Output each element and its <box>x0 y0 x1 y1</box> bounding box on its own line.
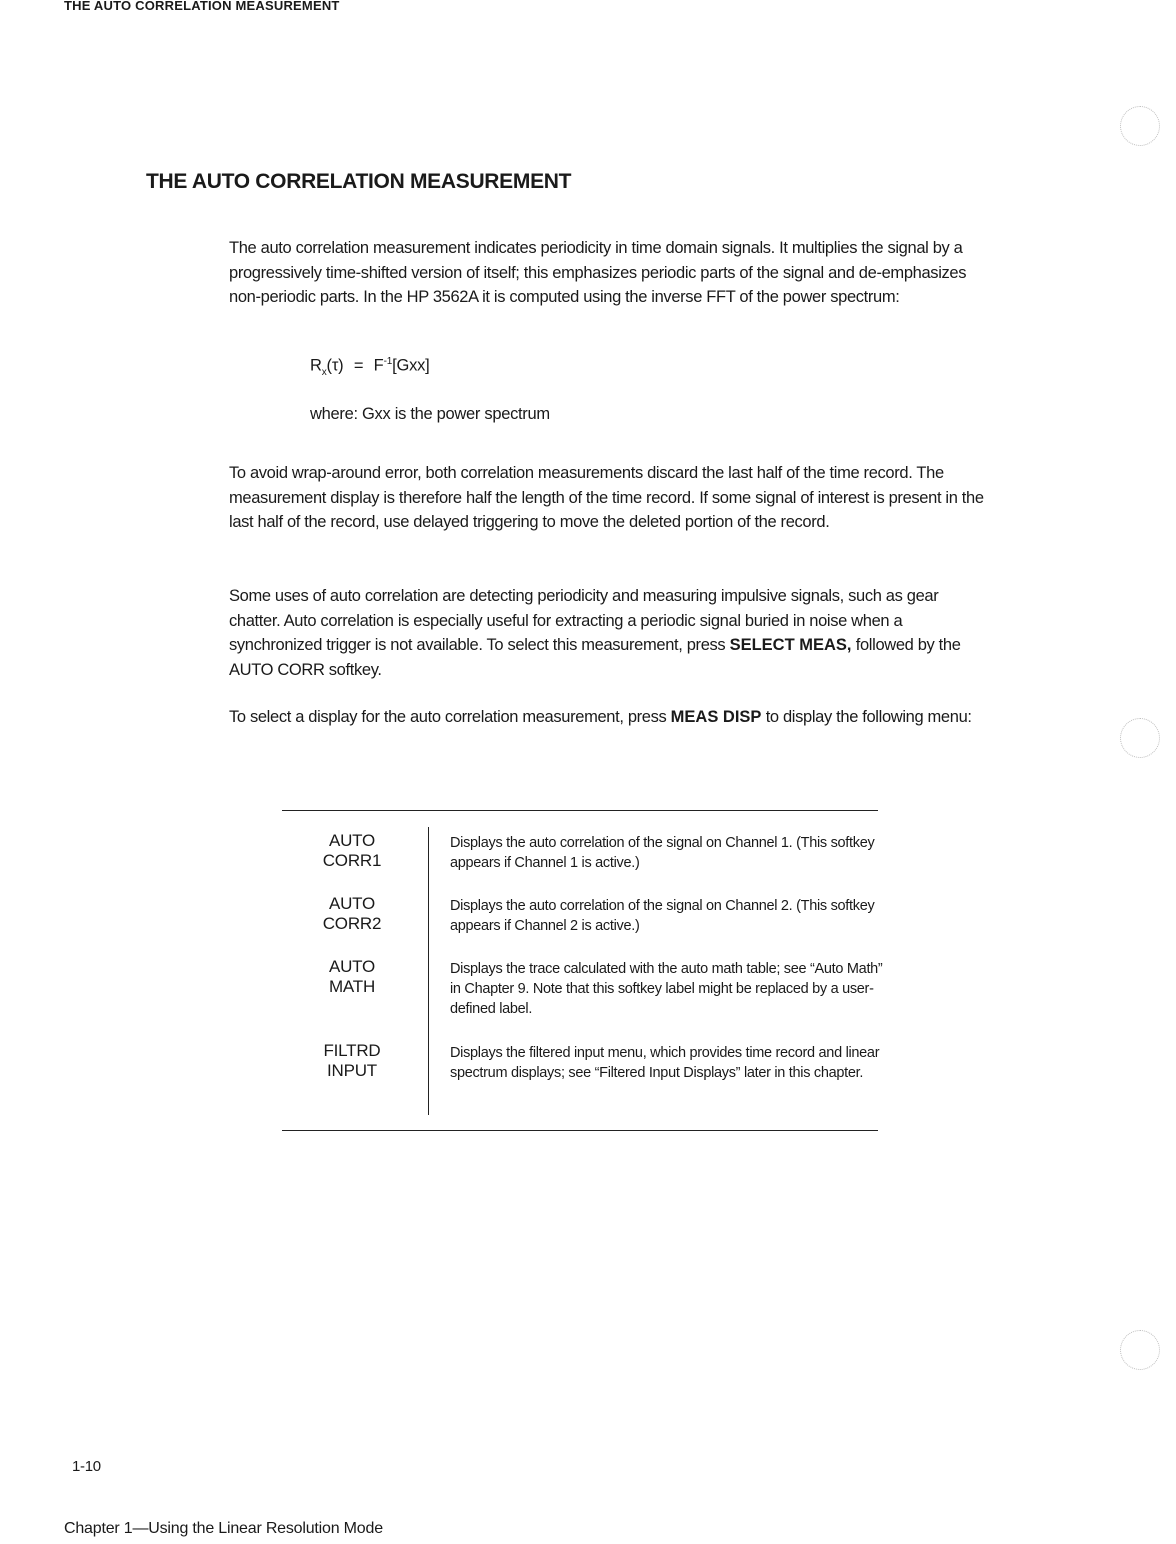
softkey-label-line1: AUTO <box>328 957 376 976</box>
softkey-label-line1: FILTRD <box>323 1041 381 1060</box>
formula-rhs-superscript: -1 <box>383 356 393 367</box>
intro-paragraph: The auto correlation measurement indicates periodicity in time domain signals. It multiplies the signal by a progressively time-shifted version of itself; this emphasizes periodic parts of the signal and de-emphasizes non-periodic parts. In the HP 3562A it is computed using the inverse FFT of the power spectrum: <box>229 239 967 306</box>
formula-rhs-arg: [Gxx] <box>392 356 430 375</box>
softkey-label-line2: INPUT <box>326 1061 377 1080</box>
display-text-1: To select a display for the auto correlation measurement, press <box>229 708 667 726</box>
uses-paragraph <box>229 584 989 682</box>
section-title: THE AUTO CORRELATION MEASUREMENT <box>146 170 572 193</box>
softkey-description: Displays the auto correlation of the signal on Channel 2. (This softkey appears if Channel 2 is active.) <box>450 898 875 934</box>
softkey-label-line1: AUTO <box>328 894 376 913</box>
chapter-footer: Chapter 1—Using the Linear Resolution Mode <box>64 1520 383 1537</box>
page-number: 1-10 <box>72 1458 101 1475</box>
softkey-label-line2: CORR1 <box>322 851 382 870</box>
menu-bottom-rule <box>282 1130 878 1131</box>
menu-divider-line <box>428 827 429 1115</box>
select-meas-key: SELECT MEAS, <box>729 636 852 654</box>
softkey-label-line1: AUTO <box>328 831 376 850</box>
softkey-auto-corr1 <box>300 831 404 871</box>
softkey-description: Displays the auto correlation of the signal on Channel 1. (This softkey appears if Channel 1 is active.) <box>450 835 875 871</box>
formula-rhs-base: F <box>373 356 384 375</box>
softkey-description: Displays the trace calculated with the auto math table; see “Auto Math” in Chapter 9. Note that this softkey label might be replaced by a user-defined label. <box>450 961 883 1017</box>
formula-lhs-subscript: x <box>321 366 327 378</box>
formula-lhs-arg: (τ) <box>326 356 344 375</box>
formula-where-note: where: Gxx is the power spectrum <box>310 405 550 423</box>
softkey-label-line2: MATH <box>328 977 376 996</box>
menu-top-rule <box>282 810 878 811</box>
softkey-filtrd-input <box>300 1041 404 1081</box>
softkey-description: Displays the filtered input menu, which provides time record and linear spectrum displays; see “Filtered Input Displays” later in this chapter. <box>450 1045 880 1081</box>
uses-text-1: Some uses of auto correlation are detecting periodicity and measuring impulsive signals, such as gear chatter. Auto correlation is especially useful for extracting a periodic signal buried in noise when a synchronized trigger is not available. To select this measurement, press <box>229 587 939 654</box>
punch-hole-mark <box>1120 718 1160 758</box>
autocorrelation-formula <box>310 356 430 378</box>
display-paragraph <box>229 705 989 730</box>
formula-lhs-base: R <box>310 356 322 375</box>
wraparound-paragraph: To avoid wrap-around error, both correlation measurements discard the last half of the time record. The measurement display is therefore half the length of the time record. If some signal of interest is present in the last half of the record, use delayed triggering to move the deleted portion of the record. <box>229 464 984 531</box>
softkey-auto-math <box>300 957 404 997</box>
punch-hole-mark <box>1120 106 1160 146</box>
punch-hole-mark <box>1120 1330 1160 1370</box>
uses-text-2: followed by the AUTO CORR softkey. <box>229 636 961 679</box>
softkey-label-line2: CORR2 <box>322 914 382 933</box>
display-text-2: to display the following menu: <box>765 708 972 726</box>
meas-disp-key: MEAS DISP <box>670 708 762 726</box>
running-head: THE AUTO CORRELATION MEASUREMENT <box>64 0 340 13</box>
softkey-auto-corr2 <box>300 894 404 934</box>
formula-equals: = <box>353 356 364 375</box>
